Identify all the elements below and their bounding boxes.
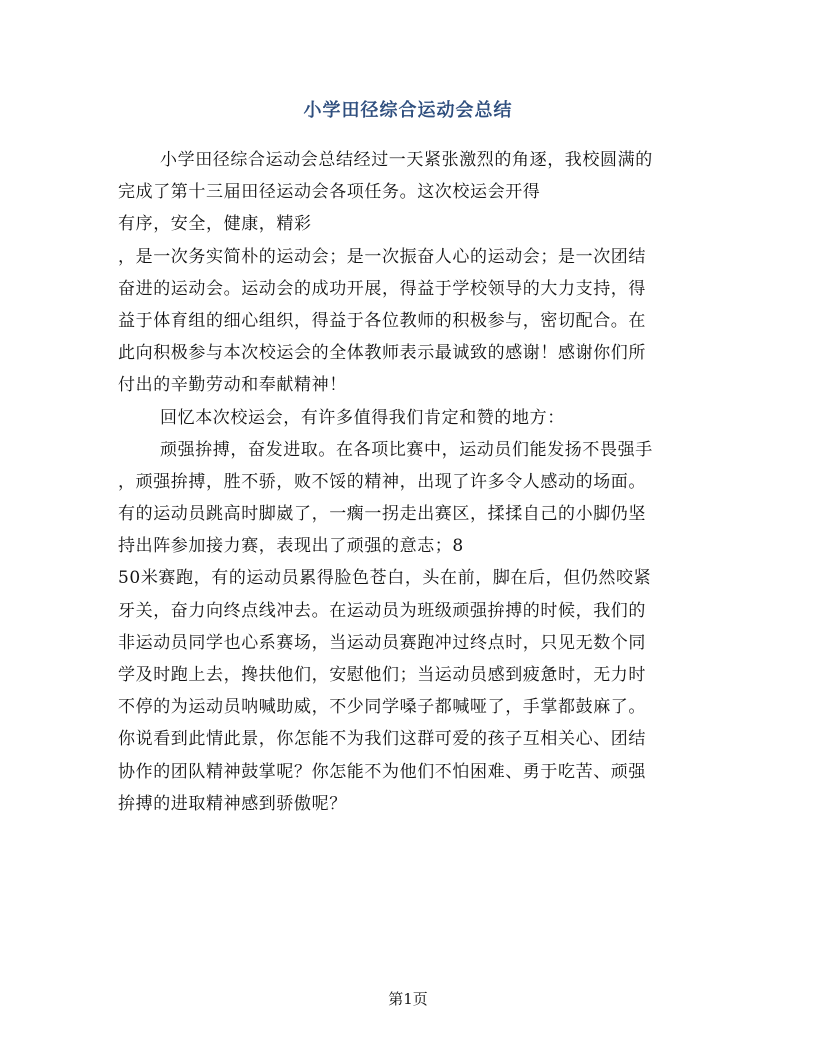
body-line: 小学田径综合运动会总结经过一天紧张激烈的角逐，我校圆满的 [160,150,653,170]
body-line: 有序，安全，健康，精彩 [118,214,312,235]
document-title: 小学田径综合运动会总结 [303,100,513,121]
body-line: 益于体育组的细心组织，得益于各位教师的积极参与，密切配合。在 [118,310,646,331]
body-line: 完成了第十三届田径运动会各项任务。这次校运会开得 [118,182,541,203]
body-line: 此向积极参与本次校运会的全体教师表示最诚致的感谢！感谢你们所 [118,343,646,364]
body-line: ，是一次务实简朴的运动会；是一次振奋人心的运动会；是一次团结 [118,246,646,267]
body-line: 付出的辛勤劳动和奉献精神！ [118,375,347,396]
body-line: 顽强拚搏，奋发进取。在各项比赛中，运动员们能发扬不畏强手 [160,439,653,460]
document-body [118,144,688,820]
body-line: 50米赛跑，有的运动员累得脸色苍白，头在前，脚在后，但仍然咬紧 [118,568,652,589]
body-line: 持出阵参加接力赛，表现出了顽强的意志；8 [118,536,464,557]
body-line: 拚搏的进取精神感到骄傲呢？ [118,793,347,814]
body-line: 学及时跑上去，搀扶他们，安慰他们；当运动员感到疲惫时，无力时 [118,665,646,685]
body-line: 不停的为运动员呐喊助威，不少同学嗓子都喊哑了，手掌都鼓麻了。 [118,697,646,718]
body-line: 奋进的运动会。运动会的成功开展，得益于学校领导的大力支持，得 [118,278,646,299]
page-number: 第1页 [388,990,428,1008]
body-line: 回忆本次校运会，有许多值得我们肯定和赞的地方： [160,407,565,428]
body-line: 你说看到此情此景，你怎能不为我们这群可爱的孩子互相关心、团结 [118,729,646,750]
body-line: 协作的团队精神鼓掌呢？你怎能不为他们不怕困难、勇于吃苦、顽强 [118,761,646,782]
body-line: 有的运动员跳高时脚崴了，一瘸一拐走出赛区，揉揉自己的小脚仍坚 [118,504,646,525]
body-line: 牙关，奋力向终点线冲去。在运动员为班级顽强拚搏的时候，我们的 [118,600,646,621]
body-line: ，顽强拚搏，胜不骄，败不馁的精神，出现了许多令人感动的场面。 [118,471,646,492]
body-line: 非运动员同学也心系赛场，当运动员赛跑冲过终点时，只见无数个同 [118,632,646,653]
